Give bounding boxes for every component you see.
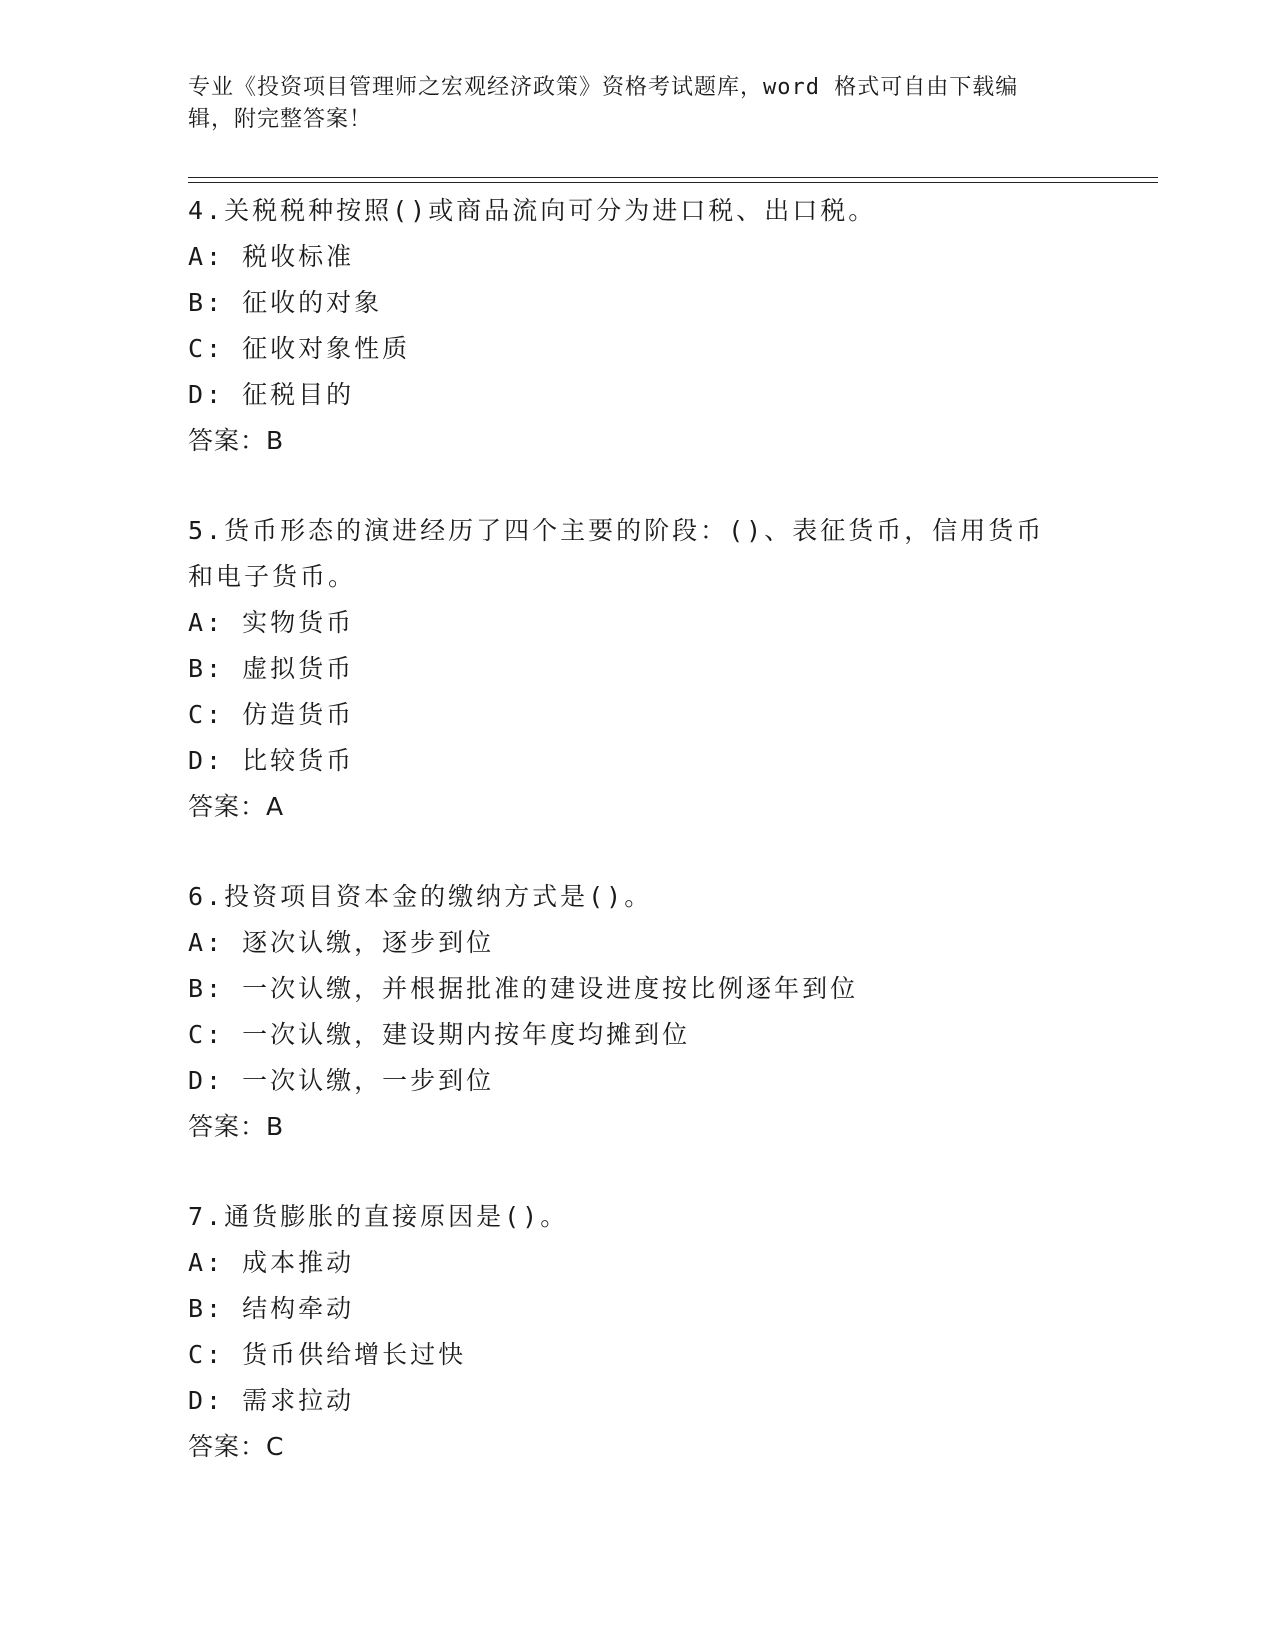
option-a: A: 成本推动 (188, 1248, 355, 1277)
document-header (188, 72, 1068, 136)
option-d: D: 一次认缴，一步到位 (188, 1066, 495, 1095)
option-a: A: 逐次认缴，逐步到位 (188, 928, 495, 957)
option-d: D: 需求拉动 (188, 1386, 355, 1415)
option-c: C: 仿造货币 (188, 700, 355, 729)
option-b: B: 结构牵动 (188, 1294, 355, 1323)
question-stem: 6.投资项目资本金的缴纳方式是()。 (188, 882, 653, 911)
option-b: B: 征收的对象 (188, 288, 383, 317)
question-5 (188, 508, 1088, 830)
answer-line: 答案：B (188, 1112, 285, 1141)
option-b: B: 一次认缴，并根据批准的建设进度按比例逐年到位 (188, 974, 859, 1003)
option-c: C: 征收对象性质 (188, 334, 411, 363)
answer-line: 答案：A (188, 792, 285, 821)
option-c: C: 一次认缴，建设期内按年度均摊到位 (188, 1020, 691, 1049)
option-c: C: 货币供给增长过快 (188, 1340, 467, 1369)
header-divider-top (188, 177, 1158, 178)
question-list (188, 188, 1088, 1514)
option-d: D: 比较货币 (188, 746, 355, 775)
question-7 (188, 1194, 1088, 1470)
question-stem: 5.货币形态的演进经历了四个主要的阶段：()、表征货币，信用货币 (188, 516, 1045, 545)
question-stem-continued: 和电子货币。 (188, 562, 357, 591)
question-stem: 4.关税税种按照()或商品流向可分为进口税、出口税。 (188, 196, 877, 225)
option-a: A: 实物货币 (188, 608, 355, 637)
answer-line: 答案：B (188, 426, 285, 455)
header-line-2: 辑，附完整答案！ (188, 107, 373, 132)
answer-line: 答案：C (188, 1432, 285, 1461)
option-b: B: 虚拟货币 (188, 654, 355, 683)
question-stem: 7.通货膨胀的直接原因是()。 (188, 1202, 569, 1231)
question-6 (188, 874, 1088, 1150)
option-a: A: 税收标准 (188, 242, 355, 271)
question-4 (188, 188, 1088, 464)
header-divider-bottom (188, 182, 1158, 183)
option-d: D: 征税目的 (188, 380, 355, 409)
header-line-1: 专业《投资项目管理师之宏观经济政策》资格考试题库，word 格式可自由下载编 (188, 75, 1019, 100)
